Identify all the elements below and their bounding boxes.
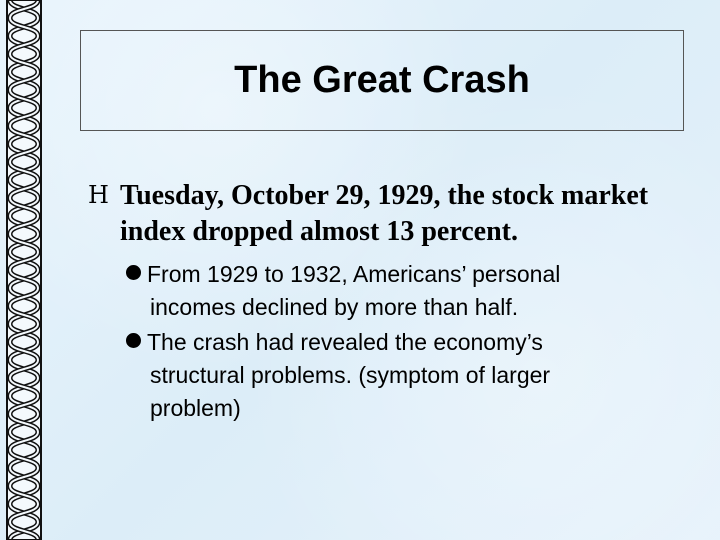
slide-title: The Great Crash <box>234 59 530 101</box>
sub-bullet-line: The crash had revealed the economy’s <box>147 329 543 355</box>
bullet-dot-icon <box>126 265 141 280</box>
main-bullet <box>88 178 698 250</box>
sub-bullet-line: incomes declined by more than half. <box>150 294 519 320</box>
h-bullet-icon: H <box>88 181 109 209</box>
sub-bullet-item <box>130 258 690 324</box>
sub-bullet-line: problem) <box>150 395 241 421</box>
celtic-knot-border-icon <box>6 0 42 540</box>
bullet-dot-icon <box>126 333 141 348</box>
sub-bullet-item <box>130 326 690 425</box>
sub-bullet-line: From 1929 to 1932, Americans’ personal <box>147 261 561 287</box>
title-frame <box>80 30 684 131</box>
sub-bullet-line: structural problems. (symptom of larger <box>150 362 551 388</box>
sub-bullet-list <box>130 258 690 427</box>
main-bullet-text: Tuesday, October 29, 1929, the stock market index dropped almost 13 percent. <box>120 180 649 247</box>
